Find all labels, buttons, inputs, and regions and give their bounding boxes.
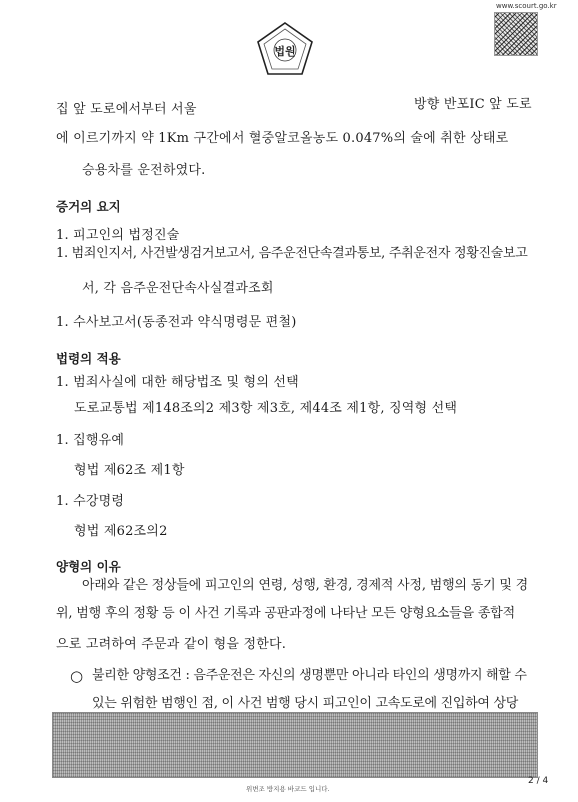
sentencing-para-line-3: 으로 고려하여 주문과 같이 형을 정한다. — [56, 637, 287, 652]
court-url: www.scourt.go.kr — [496, 2, 557, 10]
law-item-1: 1. 범죄사실에 대한 해당법조 및 형의 선택 — [56, 375, 299, 390]
evidence-item-1: 1. 피고인의 법정진술 — [56, 228, 180, 243]
body-line-3: 승용차를 운전하였다. — [82, 163, 206, 178]
evidence-item-2-cont: 서, 각 음주운전단속사실결과조회 — [82, 281, 274, 296]
body-line-2: 에 이르기까지 약 1Km 구간에서 혈중알코올농도 0.047%의 술에 취한 상태로 — [56, 131, 509, 146]
sentencing-heading: 양형의 이유 — [56, 559, 121, 574]
body-line-1-left: 집 앞 도로에서부터 서울 — [56, 102, 197, 117]
evidence-item-3: 1. 수사보고서(동종전과 약식명령문 편철) — [56, 315, 297, 330]
sentencing-bullet-line-1: 불리한 양형조건 : 음주운전은 자신의 생명뿐만 아니라 타인의 생명까지 해할 수 — [92, 668, 527, 683]
page-number: 2 / 4 — [528, 776, 549, 786]
barcode-notice: 위변조 방지용 바코드 입니다. — [246, 785, 330, 793]
sentencing-para-line-1: 아래와 같은 정상들에 피고인의 연령, 성행, 환경, 경제적 사정, 범행의 동기 및 경 — [82, 578, 529, 593]
sentencing-bullet-line-2: 있는 위험한 범행인 점, 이 사건 범행 당시 피고인이 고속도로에 진입하여 상당 — [92, 696, 518, 711]
court-seal-logo — [252, 20, 318, 80]
evidence-heading: 증거의 요지 — [56, 199, 121, 214]
anti-forgery-barcode — [52, 712, 538, 778]
law-item-3: 1. 수강명령 — [56, 494, 125, 509]
body-line-1-right: 방향 반포IC 앞 도로 — [414, 97, 532, 112]
law-item-2-detail: 형법 제62조 제1항 — [74, 463, 185, 478]
bullet-circle-icon: ○ — [70, 667, 84, 685]
law-item-3-detail: 형법 제62조의2 — [74, 524, 168, 539]
law-item-2: 1. 집행유예 — [56, 433, 125, 448]
evidence-item-2: 1. 범죄인지서, 사건발생검거보고서, 음주운전단속결과통보, 주취운전자 정황진술보고 — [56, 246, 528, 261]
svg-text:법원: 법원 — [274, 45, 296, 58]
law-heading: 법령의 적용 — [56, 351, 121, 366]
qr-code — [494, 12, 538, 56]
sentencing-para-line-2: 위, 범행 후의 정황 등 이 사건 기록과 공판과정에 나타난 모든 양형요소들을 종합적 — [56, 606, 515, 621]
law-item-1-detail: 도로교통법 제148조의2 제3항 제3호, 제44조 제1항, 징역형 선택 — [74, 401, 458, 416]
